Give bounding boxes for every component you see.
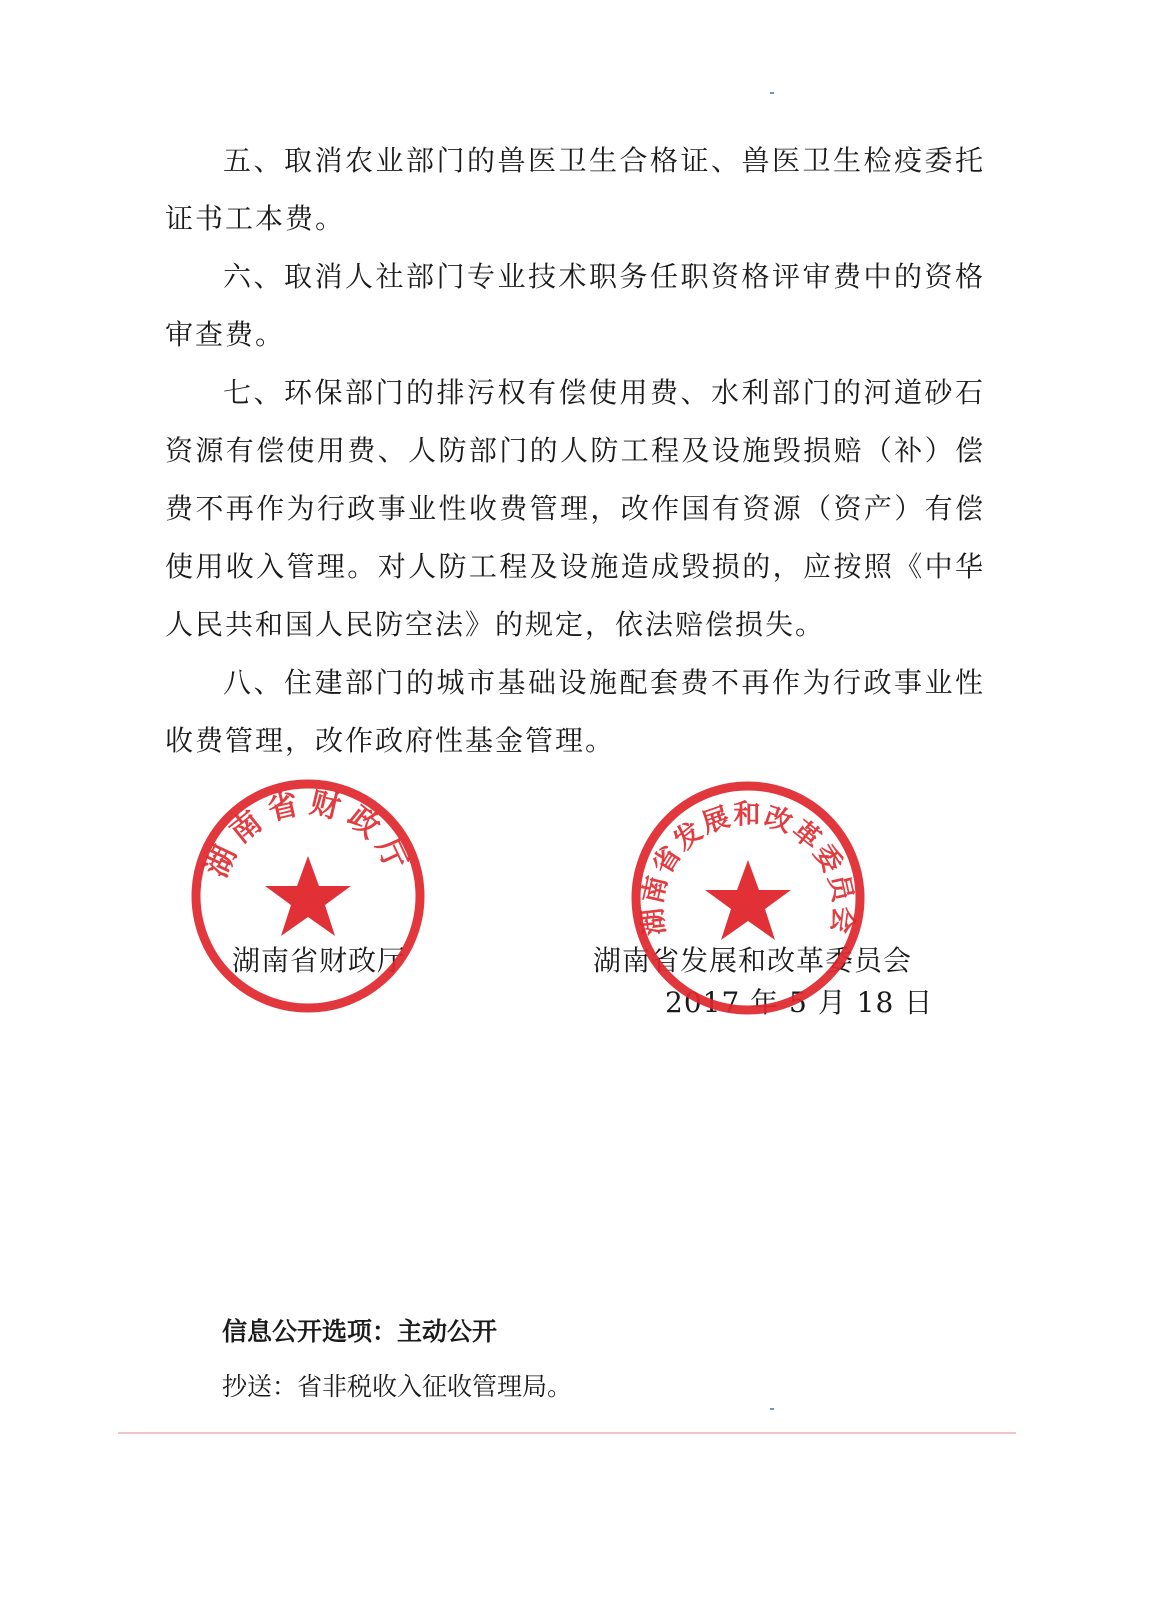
scan-mark <box>770 1408 774 1410</box>
signature-date: 2017 年 5 月 18 日 <box>665 986 934 1019</box>
paragraph-item-6: 六、取消人社部门专业技术职务任职资格评审费中的资格审查费。 <box>165 260 985 351</box>
svg-text:湖南省财政厅: 湖南省财政厅 <box>199 785 417 883</box>
cc-recipients: 抄送：省非税收入征收管理局。 <box>222 1372 573 1401</box>
signature-block <box>0 915 1153 1019</box>
paragraph-item-5: 五、取消农业部门的兽医卫生合格证、兽医卫生检疫委托证书工本费。 <box>165 144 985 235</box>
signature-ndrc: 湖南省发展和改革委员会 <box>593 944 913 977</box>
ndrc-seal <box>628 778 868 1018</box>
svg-text:湖南省发展和改革委员会: 湖南省发展和改革委员会 <box>637 799 859 938</box>
paragraph-item-7: 七、环保部门的排污权有偿使用费、水利部门的河道砂石资源有偿使用费、人防部门的人防工程及设施毁损赔（补）偿费不再作为行政事业性收费管理，改作国有资源（资产）有偿使用收入管理。对人防工程及设施造成毁损的，应按照《中华人民共和国人民防空法》的规定，依法赔偿损失。 <box>165 376 985 641</box>
paragraph-item-8: 八、住建部门的城市基础设施配套费不再作为行政事业性收费管理，改作政府性基金管理。 <box>165 666 985 757</box>
footer-divider <box>118 1432 1016 1434</box>
scan-mark <box>770 92 774 94</box>
signature-finance-dept: 湖南省财政厅 <box>232 944 407 977</box>
finance-dept-seal <box>188 776 428 1016</box>
disclosure-option: 信息公开选项：主动公开 <box>222 1317 498 1346</box>
